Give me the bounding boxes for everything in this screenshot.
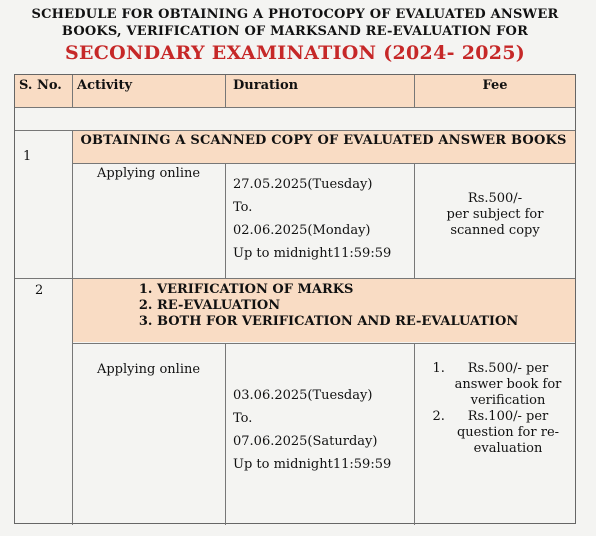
header-activity: Activity: [77, 78, 132, 93]
rule: [72, 75, 73, 107]
row-2-duration-line: 07.06.2025(Saturday): [233, 434, 378, 449]
row-1-fee: [415, 191, 575, 239]
row-2-duration-line: Up to midnight11:59:59: [233, 457, 392, 472]
row-2-sno: 2: [35, 283, 44, 298]
row-1-fee-line: Rs.500/-: [467, 191, 523, 206]
row-1-fee-line: per subject for: [446, 207, 544, 222]
row-2-duration-line: To.: [233, 411, 253, 426]
rule: [414, 75, 415, 107]
row-1-duration: [233, 173, 413, 265]
row-2-fee-item: 2. Rs.100/- per question for re-evaluation: [449, 409, 567, 457]
row-2-activity: Applying online: [96, 362, 201, 377]
rule: [15, 107, 575, 108]
section-2-list: [135, 282, 575, 330]
rule: [15, 130, 575, 131]
row-1-duration-line: 27.05.2025(Tuesday): [233, 177, 373, 192]
document-title: [14, 6, 576, 66]
row-1-activity: Applying online: [96, 166, 201, 181]
row-2-duration: [233, 384, 413, 476]
row-1-sno: 1: [23, 149, 32, 164]
rule: [15, 278, 575, 279]
section-2-item: 1. VERIFICATION OF MARKS: [157, 282, 575, 298]
row-2-fee-item: 1. Rs.500/- per answer book for verification: [449, 361, 567, 409]
rule: [72, 343, 575, 344]
section-1-title: OBTAINING A SCANNED COPY OF EVALUATED ANSWER BOOKS: [80, 133, 567, 148]
title-line-1: SCHEDULE FOR OBTAINING A PHOTOCOPY OF EVALUATED ANSWER: [31, 7, 559, 22]
row-1-duration-line: 02.06.2025(Monday): [233, 223, 371, 238]
rule: [225, 163, 226, 278]
header-duration: Duration: [233, 78, 299, 93]
schedule-table: [14, 74, 576, 524]
title-line-2: BOOKS, VERIFICATION OF MARKSAND RE-EVALUATION FOR: [61, 24, 529, 39]
row-1-fee-line: scanned copy: [450, 223, 540, 238]
rule: [414, 343, 415, 525]
section-2-item: 3. BOTH FOR VERIFICATION AND RE-EVALUATION: [157, 314, 575, 330]
row-2-fee: [427, 361, 567, 457]
header-fee: Fee: [482, 78, 508, 93]
rule: [225, 343, 226, 525]
rule: [72, 130, 73, 525]
header-sno: S. No.: [19, 78, 62, 93]
section-2-item: 2. RE-EVALUATION: [157, 298, 575, 314]
row-1-duration-line: To.: [233, 200, 253, 215]
title-line-3: SECONDARY EXAMINATION (2024- 2025): [64, 42, 526, 64]
rule: [225, 75, 226, 107]
row-2-duration-line: 03.06.2025(Tuesday): [233, 388, 373, 403]
row-1-duration-line: Up to midnight11:59:59: [233, 246, 392, 261]
